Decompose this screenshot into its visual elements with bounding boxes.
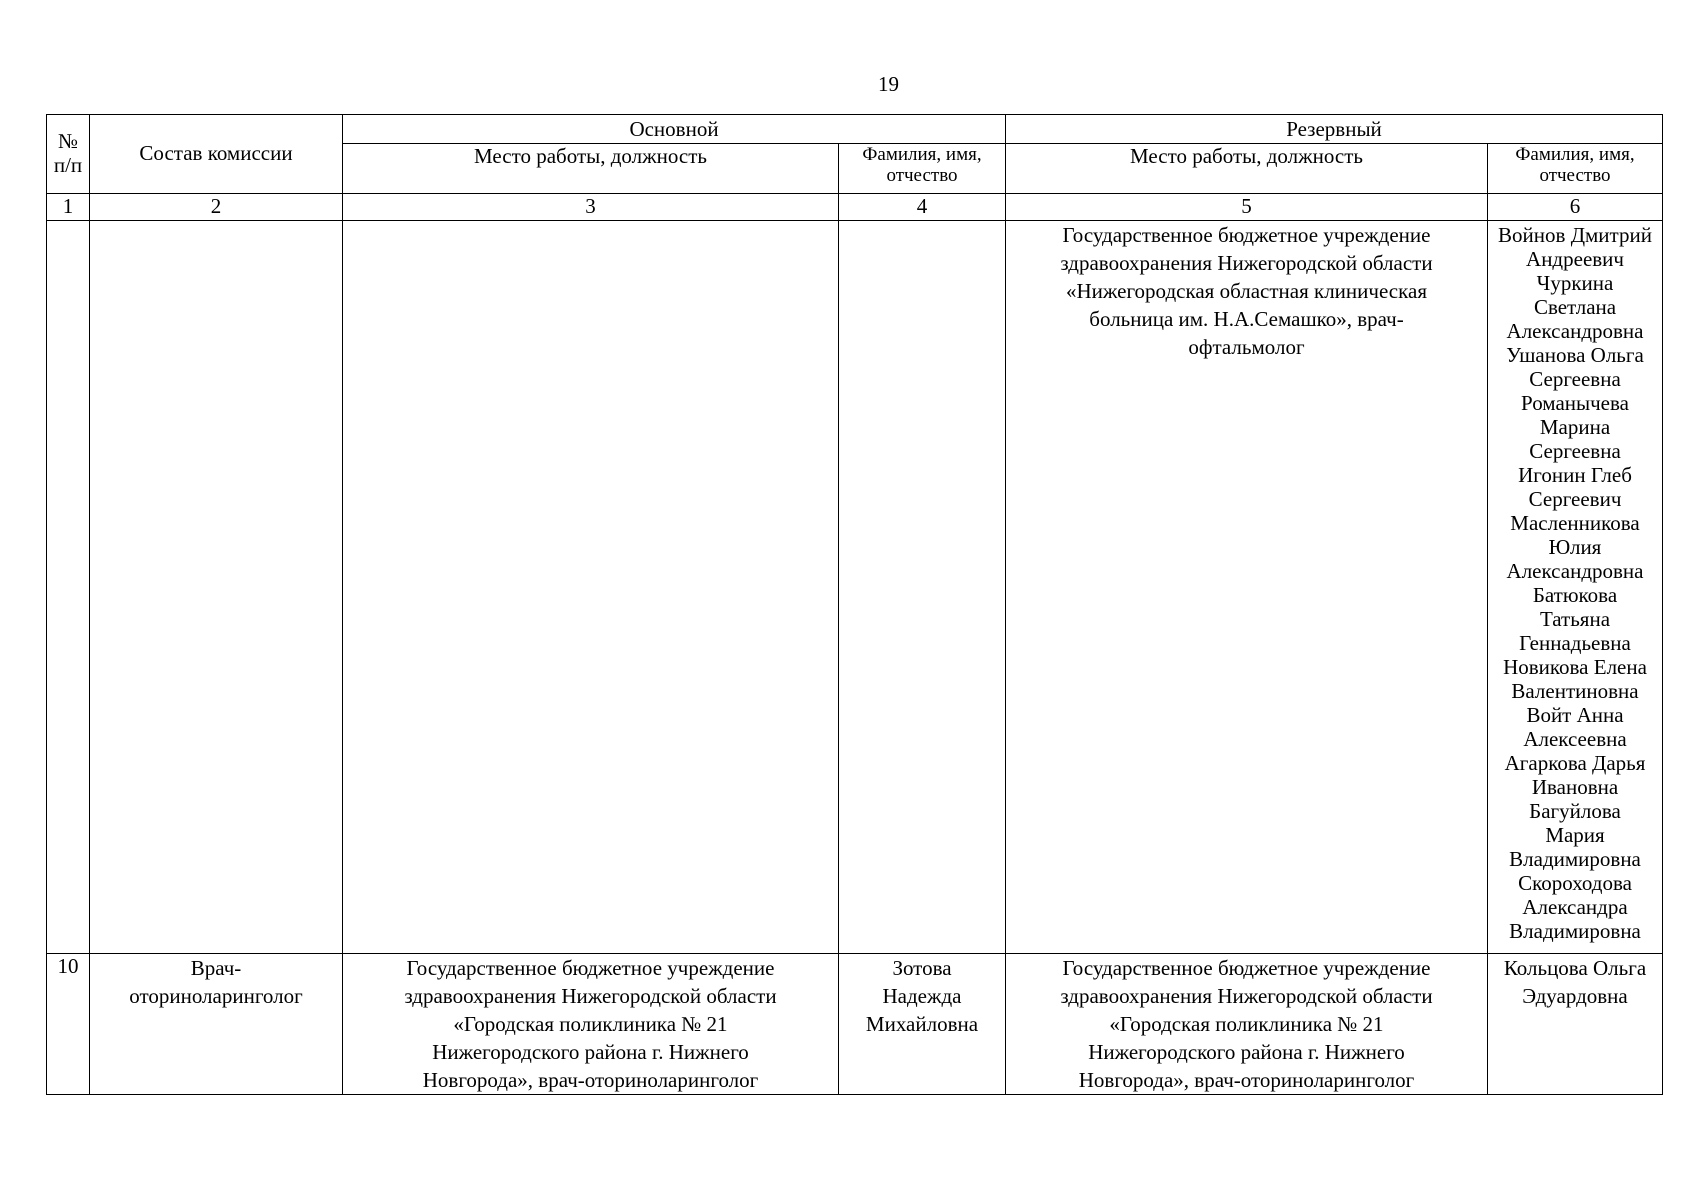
name-line: Игонин Глеб [1518, 463, 1632, 487]
text-line: Государственное бюджетное учреждение [1062, 223, 1431, 247]
text-line: здравоохранения Нижегородской области [404, 984, 777, 1008]
column-number-row [47, 194, 1663, 221]
row-main-name [839, 221, 1006, 954]
header-main-group: Основной [343, 115, 1006, 144]
text-line: Зотова [892, 956, 952, 980]
text-line: здравоохранения Нижегородской области [1060, 984, 1433, 1008]
row-reserve-names [1488, 221, 1663, 954]
text-line: Врач- [190, 956, 242, 980]
column-number: 1 [47, 194, 90, 221]
name-line: Александровна [1506, 559, 1644, 583]
header-num [47, 115, 90, 194]
text-line: оториноларинголог [129, 984, 303, 1008]
name-line: Валентиновна [1511, 679, 1639, 703]
text-line: здравоохранения Нижегородской области [1060, 251, 1433, 275]
row-role [90, 221, 343, 954]
column-number: 2 [90, 194, 343, 221]
text-line: Надежда [882, 984, 962, 1008]
name-line: Скороходова [1518, 871, 1632, 895]
header-main-fullname-line-2: отчество [886, 165, 958, 186]
name-line: Новикова Елена [1503, 655, 1647, 679]
header-num-line-2: п/п [53, 153, 83, 177]
name-line: Романычева [1521, 391, 1629, 415]
row-reserve-workplace [1006, 221, 1488, 954]
row-num [47, 221, 90, 954]
name-line: Чуркина [1536, 271, 1614, 295]
name-line: Александровна [1506, 319, 1644, 343]
header-reserve-fullname-line-2: отчество [1539, 165, 1611, 186]
table-row [47, 954, 1663, 1095]
name-line: Ушанова Ольга [1506, 343, 1644, 367]
name-line: Агаркова Дарья [1504, 751, 1646, 775]
text-line: «Городская поликлиника № 21 [453, 1012, 728, 1036]
name-line: Юлия [1548, 535, 1602, 559]
header-reserve-fullname-line-1: Фамилия, имя, [1515, 144, 1635, 165]
text-line: Михайловна [865, 1012, 979, 1036]
header-main-fullname-line-1: Фамилия, имя, [862, 144, 982, 165]
name-line: Сергеевна [1529, 439, 1621, 463]
name-line: Багуйлова [1529, 799, 1621, 823]
column-number: 3 [343, 194, 839, 221]
table-row [47, 221, 1663, 954]
name-line: Эдуардовна [1522, 984, 1628, 1008]
header-main-workplace: Место работы, должность [343, 144, 839, 194]
header-main-fullname [839, 144, 1006, 194]
name-line: Сергеевич [1528, 487, 1622, 511]
row-reserve-names [1488, 954, 1663, 1095]
name-line: Александра [1522, 895, 1628, 919]
name-line: Войт Анна [1526, 703, 1624, 727]
header-reserve-fullname [1488, 144, 1663, 194]
text-line: Нижегородского района г. Нижнего [432, 1040, 749, 1064]
name-line: Алексеевна [1523, 727, 1627, 751]
text-line: Нижегородского района г. Нижнего [1088, 1040, 1405, 1064]
text-line: офтальмолог [1188, 335, 1305, 359]
header-commission: Состав комиссии [90, 115, 343, 194]
row-main-workplace [343, 954, 839, 1095]
name-line: Марина [1539, 415, 1611, 439]
row-main-name [839, 954, 1006, 1095]
name-line: Татьяна [1539, 607, 1611, 631]
name-line: Светлана [1533, 295, 1617, 319]
row-main-workplace [343, 221, 839, 954]
name-line: Войнов Дмитрий [1498, 223, 1652, 247]
column-number: 5 [1006, 194, 1488, 221]
header-reserve-workplace: Место работы, должность [1006, 144, 1488, 194]
page-number: 19 [878, 72, 899, 96]
text-line: Государственное бюджетное учреждение [1062, 956, 1431, 980]
name-line: Андреевич [1526, 247, 1624, 271]
commission-table [46, 114, 1663, 1095]
name-line: Сергеевна [1529, 367, 1621, 391]
name-line: Ивановна [1531, 775, 1619, 799]
name-line: Владимировна [1509, 919, 1641, 943]
name-line: Владимировна [1509, 847, 1641, 871]
column-number: 6 [1488, 194, 1663, 221]
text-line: Государственное бюджетное учреждение [406, 956, 775, 980]
header-reserve-group: Резервный [1006, 115, 1663, 144]
row-role [90, 954, 343, 1095]
row-reserve-workplace [1006, 954, 1488, 1095]
column-number: 4 [839, 194, 1006, 221]
name-line: Батюкова [1532, 583, 1618, 607]
text-line: Новгорода», врач-оториноларинголог [1078, 1068, 1415, 1092]
text-line: «Городская поликлиника № 21 [1109, 1012, 1384, 1036]
name-line: Кольцова Ольга [1503, 956, 1647, 980]
text-line: «Нижегородская областная клиническая [1066, 279, 1427, 303]
name-line: Геннадьевна [1519, 631, 1631, 655]
name-line: Мария [1545, 823, 1605, 847]
header-num-line-1: № [57, 129, 79, 153]
text-line: больница им. Н.А.Семашко», врач- [1089, 307, 1404, 331]
row-num: 10 [47, 954, 90, 1095]
text-line: Новгорода», врач-оториноларинголог [422, 1068, 759, 1092]
name-line: Масленникова [1510, 511, 1640, 535]
